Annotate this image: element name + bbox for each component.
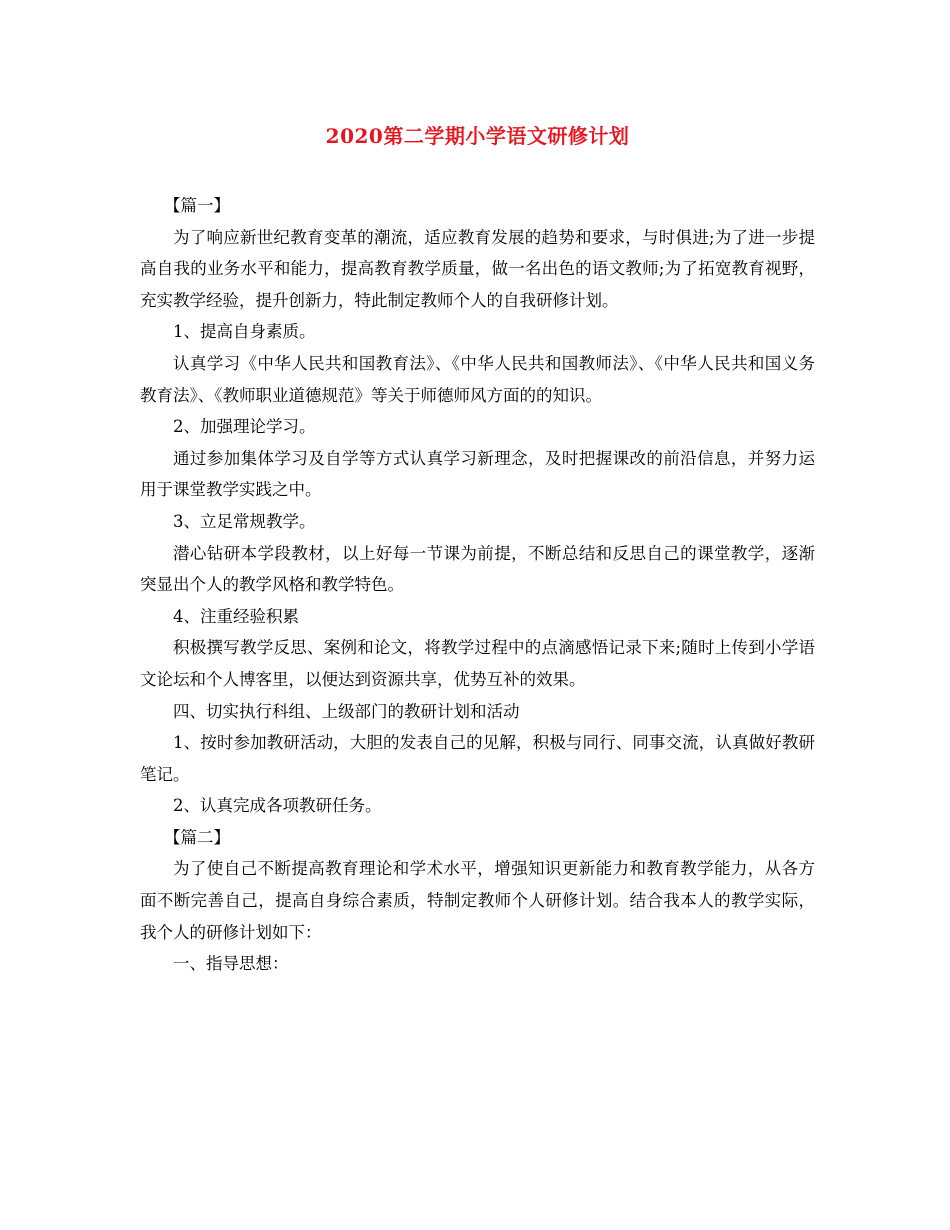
paragraph: 1、提高自身素质。 bbox=[173, 322, 316, 342]
paragraph: 为了响应新世纪教育变革的潮流，适应教育发展的趋势和要求，与时俱进;为了进一步提高自我的业务水平和能力，提高教育教学质量，做一名出色的语文教师;为了拓宽教育视野，充实教学经验，提升创新力，特此制定教师个人的自我研修计划。 bbox=[140, 227, 815, 310]
section-heading-2: 【篇二】 bbox=[164, 827, 230, 847]
paragraph: 2、认真完成各项教研任务。 bbox=[173, 796, 382, 816]
paragraph: 2、加强理论学习。 bbox=[173, 417, 316, 437]
paragraph: 认真学习《中华人民共和国教育法》、《中华人民共和国教师法》、《中华人民共和国义务教育法》、《教师职业道德规范》等关于师德师风方面的的知识。 bbox=[140, 353, 815, 405]
paragraph: 为了使自己不断提高教育理论和学术水平，增强知识更新能力和教育教学能力，从各方面不断完善自己，提高自身综合素质，特制定教师个人研修计划。结合我本人的教学实际，我个人的研修计划如下： bbox=[140, 859, 815, 942]
paragraph: 积极撰写教学反思、案例和论文，将教学过程中的点滴感悟记录下来;随时上传到小学语文论坛和个人博客里，以便达到资源共享，优势互补的效果。 bbox=[140, 638, 815, 689]
paragraph: 潜心钻研本学段教材，以上好每一节课为前提，不断总结和反思自己的课堂教学，逐渐突显出个人的教学风格和教学特色。 bbox=[140, 543, 815, 595]
paragraph: 3、立足常规教学。 bbox=[173, 511, 316, 531]
paragraph: 一、指导思想： bbox=[173, 954, 289, 974]
paragraph: 四、切实执行科组、上级部门的教研计划和活动 bbox=[173, 701, 520, 721]
paragraph: 通过参加集体学习及自学等方式认真学习新理念，及时把握课改的前沿信息，并努力运用于课堂教学实践之中。 bbox=[140, 448, 815, 500]
document-title: 2020第二学期小学语文研修计划 bbox=[325, 124, 630, 148]
document-body bbox=[140, 190, 815, 980]
paragraph: 1、按时参加教研活动，大胆的发表自己的见解，积极与同行、同事交流，认真做好教研笔记。 bbox=[140, 733, 815, 784]
paragraph: 4、注重经验积累 bbox=[173, 606, 299, 626]
section-heading-1: 【篇一】 bbox=[164, 196, 230, 215]
